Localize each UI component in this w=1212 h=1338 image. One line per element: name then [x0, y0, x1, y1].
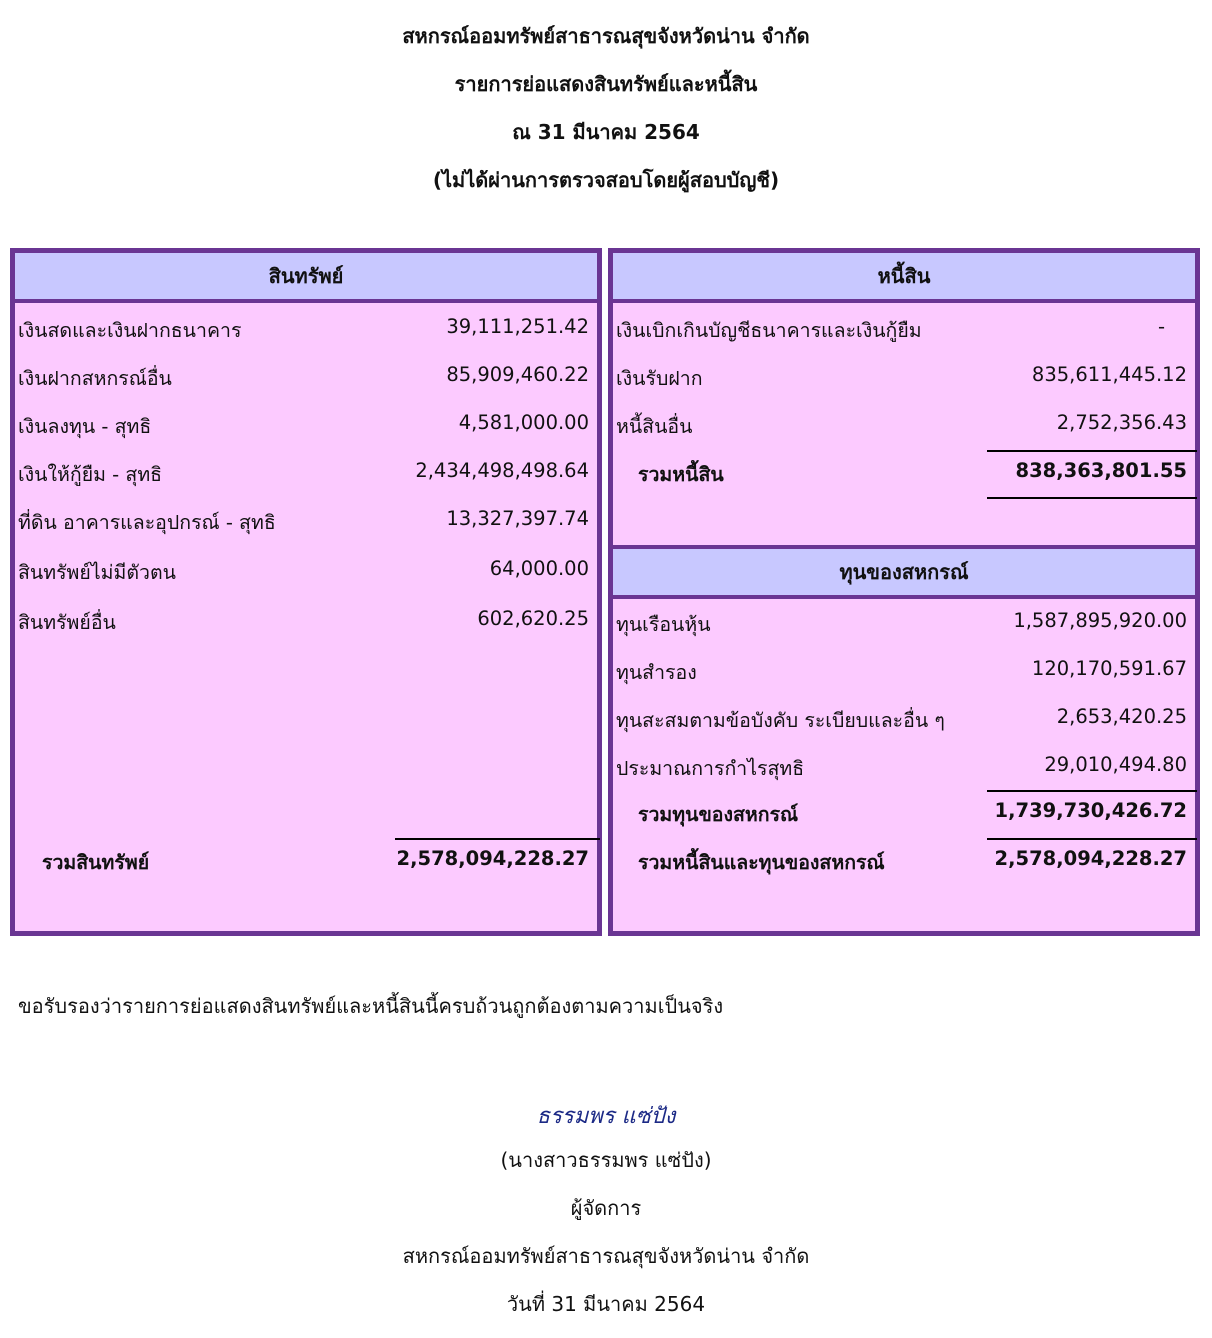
asset-value: 13,327,397.74 [446, 507, 589, 530]
assets-panel [10, 248, 602, 936]
certification-text: ขอรับรองว่ารายการย่อแสดงสินทรัพย์และหนี้สินนี้ครบถ้วนถูกต้องตามความเป็นจริง [18, 994, 724, 1018]
asset-value: 602,620.25 [477, 607, 589, 630]
liabilities-panel [608, 248, 1200, 936]
liabilities-heading: หนี้สิน [613, 253, 1195, 299]
asset-value: 4,581,000.00 [458, 411, 589, 434]
asset-label: เงินให้กู้ยืม - สุทธิ [18, 463, 163, 486]
total-rule [395, 838, 600, 840]
grand-total-value: 2,578,094,228.27 [994, 847, 1187, 870]
liability-value: 2,752,356.43 [1056, 411, 1187, 434]
liability-label: เงินรับฝาก [616, 367, 703, 390]
liability-label: เงินเบิกเกินบัญชีธนาคารและเงินกู้ยืม [616, 319, 922, 342]
assets-total-value: 2,578,094,228.27 [396, 847, 589, 870]
equity-heading: ทุนของสหกรณ์ [613, 549, 1195, 595]
sign-date: วันที่ 31 มีนาคม 2564 [506, 1292, 706, 1316]
asset-label: ที่ดิน อาคารและอุปกรณ์ - สุทธิ [18, 511, 276, 534]
equity-value: 120,170,591.67 [1031, 657, 1187, 680]
signer-position: ผู้จัดการ [570, 1196, 642, 1220]
assets-heading-divider [15, 299, 597, 303]
liability-value: 835,611,445.12 [1031, 363, 1187, 386]
assets-total-label: รวมสินทรัพย์ [42, 851, 150, 874]
asset-label: สินทรัพย์ไม่มีตัวตน [18, 561, 176, 584]
signer-name: (นางสาวธรรมพร แซ่ปัง) [500, 1148, 712, 1172]
liability-value: - [1157, 315, 1165, 338]
asset-label: สินทรัพย์อื่น [18, 611, 116, 634]
asset-value: 2,434,498,498.64 [415, 459, 589, 482]
signer-org: สหกรณ์ออมทรัพย์สาธารณสุขจังหวัดน่าน จำกัด [402, 1244, 810, 1268]
equity-total-value: 1,739,730,426.72 [994, 799, 1187, 822]
liability-label: หนี้สินอื่น [616, 415, 693, 438]
equity-value: 29,010,494.80 [1044, 753, 1187, 776]
total-underline [987, 497, 1197, 499]
report-title: รายการย่อแสดงสินทรัพย์และหนี้สิน [454, 72, 758, 96]
equity-total-label: รวมทุนของสหกรณ์ [638, 803, 799, 826]
liabilities-total-value: 838,363,801.55 [1015, 459, 1187, 482]
signature: ธรรมพร แซ่ปัง [536, 1104, 676, 1129]
equity-value: 2,653,420.25 [1056, 705, 1187, 728]
org-title: สหกรณ์ออมทรัพย์สาธารณสุขจังหวัดน่าน จำกัด [402, 24, 810, 48]
equity-label: ทุนสะสมตามข้อบังคับ ระเบียบและอื่น ๆ [616, 709, 945, 732]
total-rule [987, 790, 1197, 792]
asset-label: เงินสดและเงินฝากธนาคาร [18, 319, 242, 342]
equity-heading-divider [613, 595, 1195, 599]
grand-total-label: รวมหนี้สินและทุนของสหกรณ์ [638, 851, 885, 874]
total-rule [987, 838, 1197, 840]
liabilities-total-label: รวมหนี้สิน [638, 463, 724, 486]
report-date: ณ 31 มีนาคม 2564 [512, 120, 700, 144]
asset-label: เงินฝากสหกรณ์อื่น [18, 367, 172, 390]
total-rule [987, 450, 1197, 452]
equity-label: ประมาณการกำไรสุทธิ [616, 757, 805, 780]
liabilities-heading-divider [613, 299, 1195, 303]
asset-label: เงินลงทุน - สุทธิ [18, 415, 152, 438]
asset-value: 85,909,460.22 [446, 363, 589, 386]
audit-note: (ไม่ได้ผ่านการตรวจสอบโดยผู้สอบบัญชี) [432, 168, 780, 192]
asset-value: 64,000.00 [489, 557, 589, 580]
asset-value: 39,111,251.42 [446, 315, 589, 338]
equity-value: 1,587,895,920.00 [1013, 609, 1187, 632]
equity-label: ทุนสำรอง [616, 661, 697, 684]
equity-label: ทุนเรือนหุ้น [616, 613, 711, 636]
assets-heading: สินทรัพย์ [15, 253, 597, 299]
